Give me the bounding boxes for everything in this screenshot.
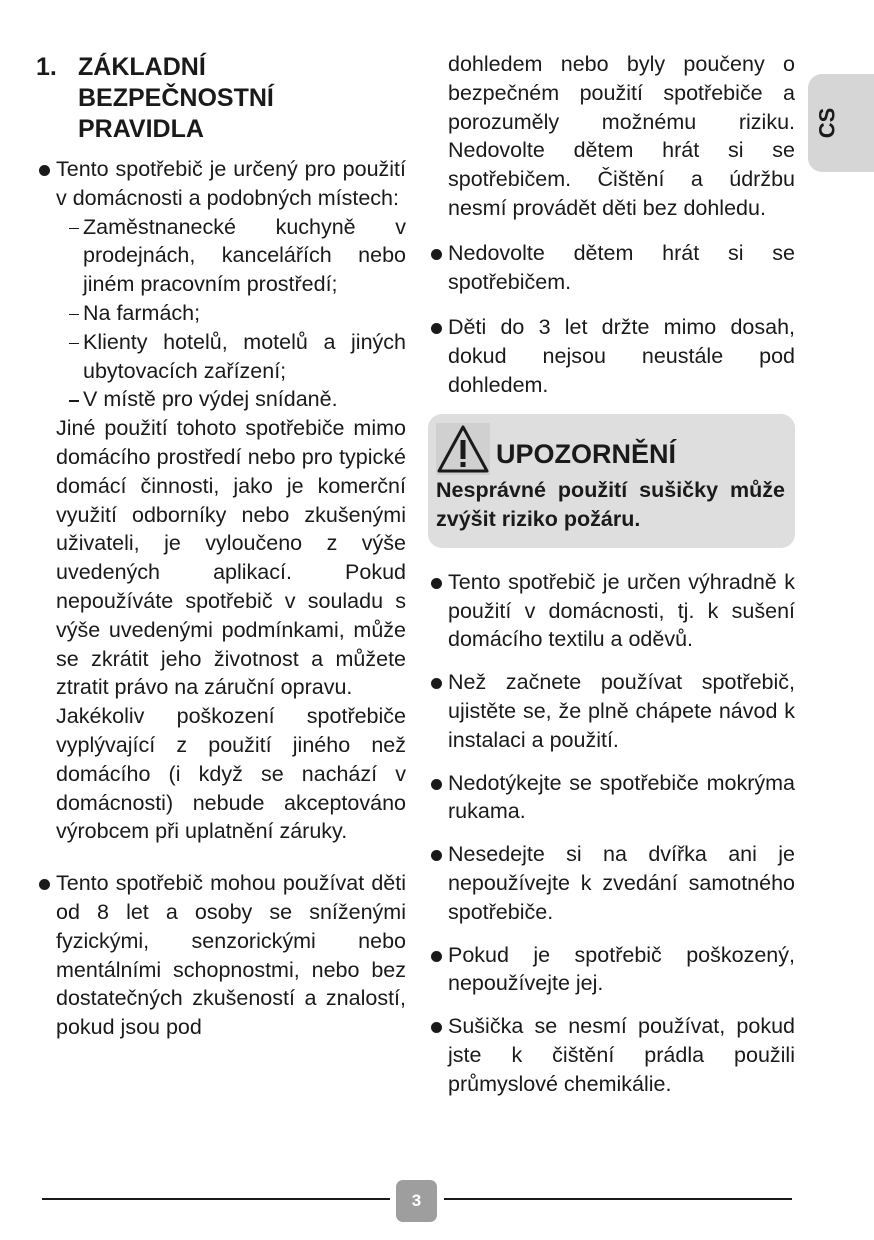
- paragraph-damage: Jakékoliv poškození spotřebiče vyplývající z použití jiného než domácího (i když se nachází v domácnosti) nebude akceptováno výrobcem při uplatnění záruky.: [56, 704, 406, 844]
- left-column: [36, 50, 406, 1042]
- bullet-intended-use: Tento spotřebič je určený pro použití v domácnosti a podobných místech:: [36, 155, 406, 213]
- bullet-under-3: Děti do 3 let držte mimo dosah, dokud nejsou neustále pod dohledem.: [428, 313, 795, 399]
- warning-header: [436, 422, 785, 476]
- sub-item-staff-kitchens: Zaměstnanecké kuchyně v prodejnách, kancelářích nebo jiném pracovním prostředí;: [36, 213, 406, 299]
- bullet-household-only: Tento spotřebič je určen výhradně k použití v domácnosti, tj. k sušení domácího textilu a oděvů.: [428, 568, 795, 654]
- language-tab-label: CS: [814, 107, 839, 139]
- section-number: 1.: [36, 53, 57, 81]
- warning-triangle-icon: [436, 423, 490, 475]
- page-number-badge: [396, 1180, 437, 1222]
- sub-item-breakfast: V místě pro výdej snídaně.: [36, 385, 406, 414]
- sub-item-hotel-clients: Klienty hotelů, motelů a jiných ubytovacích zařízení;: [36, 328, 406, 386]
- bullet-damaged: Pokud je spotřebič poškozený, nepoužívejte jej.: [428, 941, 795, 999]
- warning-title: UPOZORNĚNÍ: [496, 439, 677, 470]
- sub-item-farms: Na farmách;: [36, 299, 406, 328]
- footer-divider-right: [444, 1198, 792, 1200]
- footer-divider-left: [42, 1198, 390, 1200]
- language-tab: [808, 74, 874, 172]
- bullet-children-persons: Tento spotřebič mohou používat děti od 8 let a osoby se sníženými fyzickými, senzorickými nebo mentálními schopnostmi, nebo bez dostatečných zkušeností a znalostí, pokud jsou pod: [36, 869, 406, 1042]
- bullet-no-play: Nedovolte dětem hrát si se spotřebičem.: [428, 239, 795, 297]
- right-column: [428, 50, 795, 1099]
- paragraph-supervision: dohledem nebo byly poučeny o bezpečném použití spotřebiče a porozuměly možnému riziku. Nedovolte dětem hrát si se spotřebičem. Čištění a údržbu nesmí provádět děti bez dohledu.: [448, 52, 795, 220]
- bullet-wet-hands: Nedotýkejte se spotřebiče mokrýma rukama.: [428, 769, 795, 827]
- section-title: ZÁKLADNÍ BEZPEČNOSTNÍ PRAVIDLA: [78, 53, 274, 143]
- warning-box: [428, 414, 795, 548]
- bullet-door: Nesedejte si na dvířka ani je nepoužívejte k zvedání samotného spotřebiče.: [428, 840, 795, 926]
- paragraph-other-use: Jiné použití tohoto spotřebiče mimo domácího prostředí nebo pro typické domácí činnosti, jako je komerční využití odborníky nebo zkušenými uživateli, je vyloučeno z výše uvedených aplikací. Pokud nepoužíváte spotřebič v souladu s výše uvedenými podmínkami, může se zkrátit jeho životnost a můžete ztratit právo na záruční opravu.: [56, 416, 406, 700]
- section-heading: [36, 52, 406, 145]
- page-number: 3: [411, 1191, 422, 1210]
- warning-text: Nesprávné použití sušičky může zvýšit riziko požáru.: [436, 477, 785, 531]
- bullet-read-manual: Než začnete používat spotřebič, ujistěte se, že plně chápete návod k instalaci a použití.: [428, 668, 795, 754]
- bullet-chemicals: Sušička se nesmí používat, pokud jste k čištění prádla použili průmyslové chemikálie.: [428, 1012, 795, 1098]
